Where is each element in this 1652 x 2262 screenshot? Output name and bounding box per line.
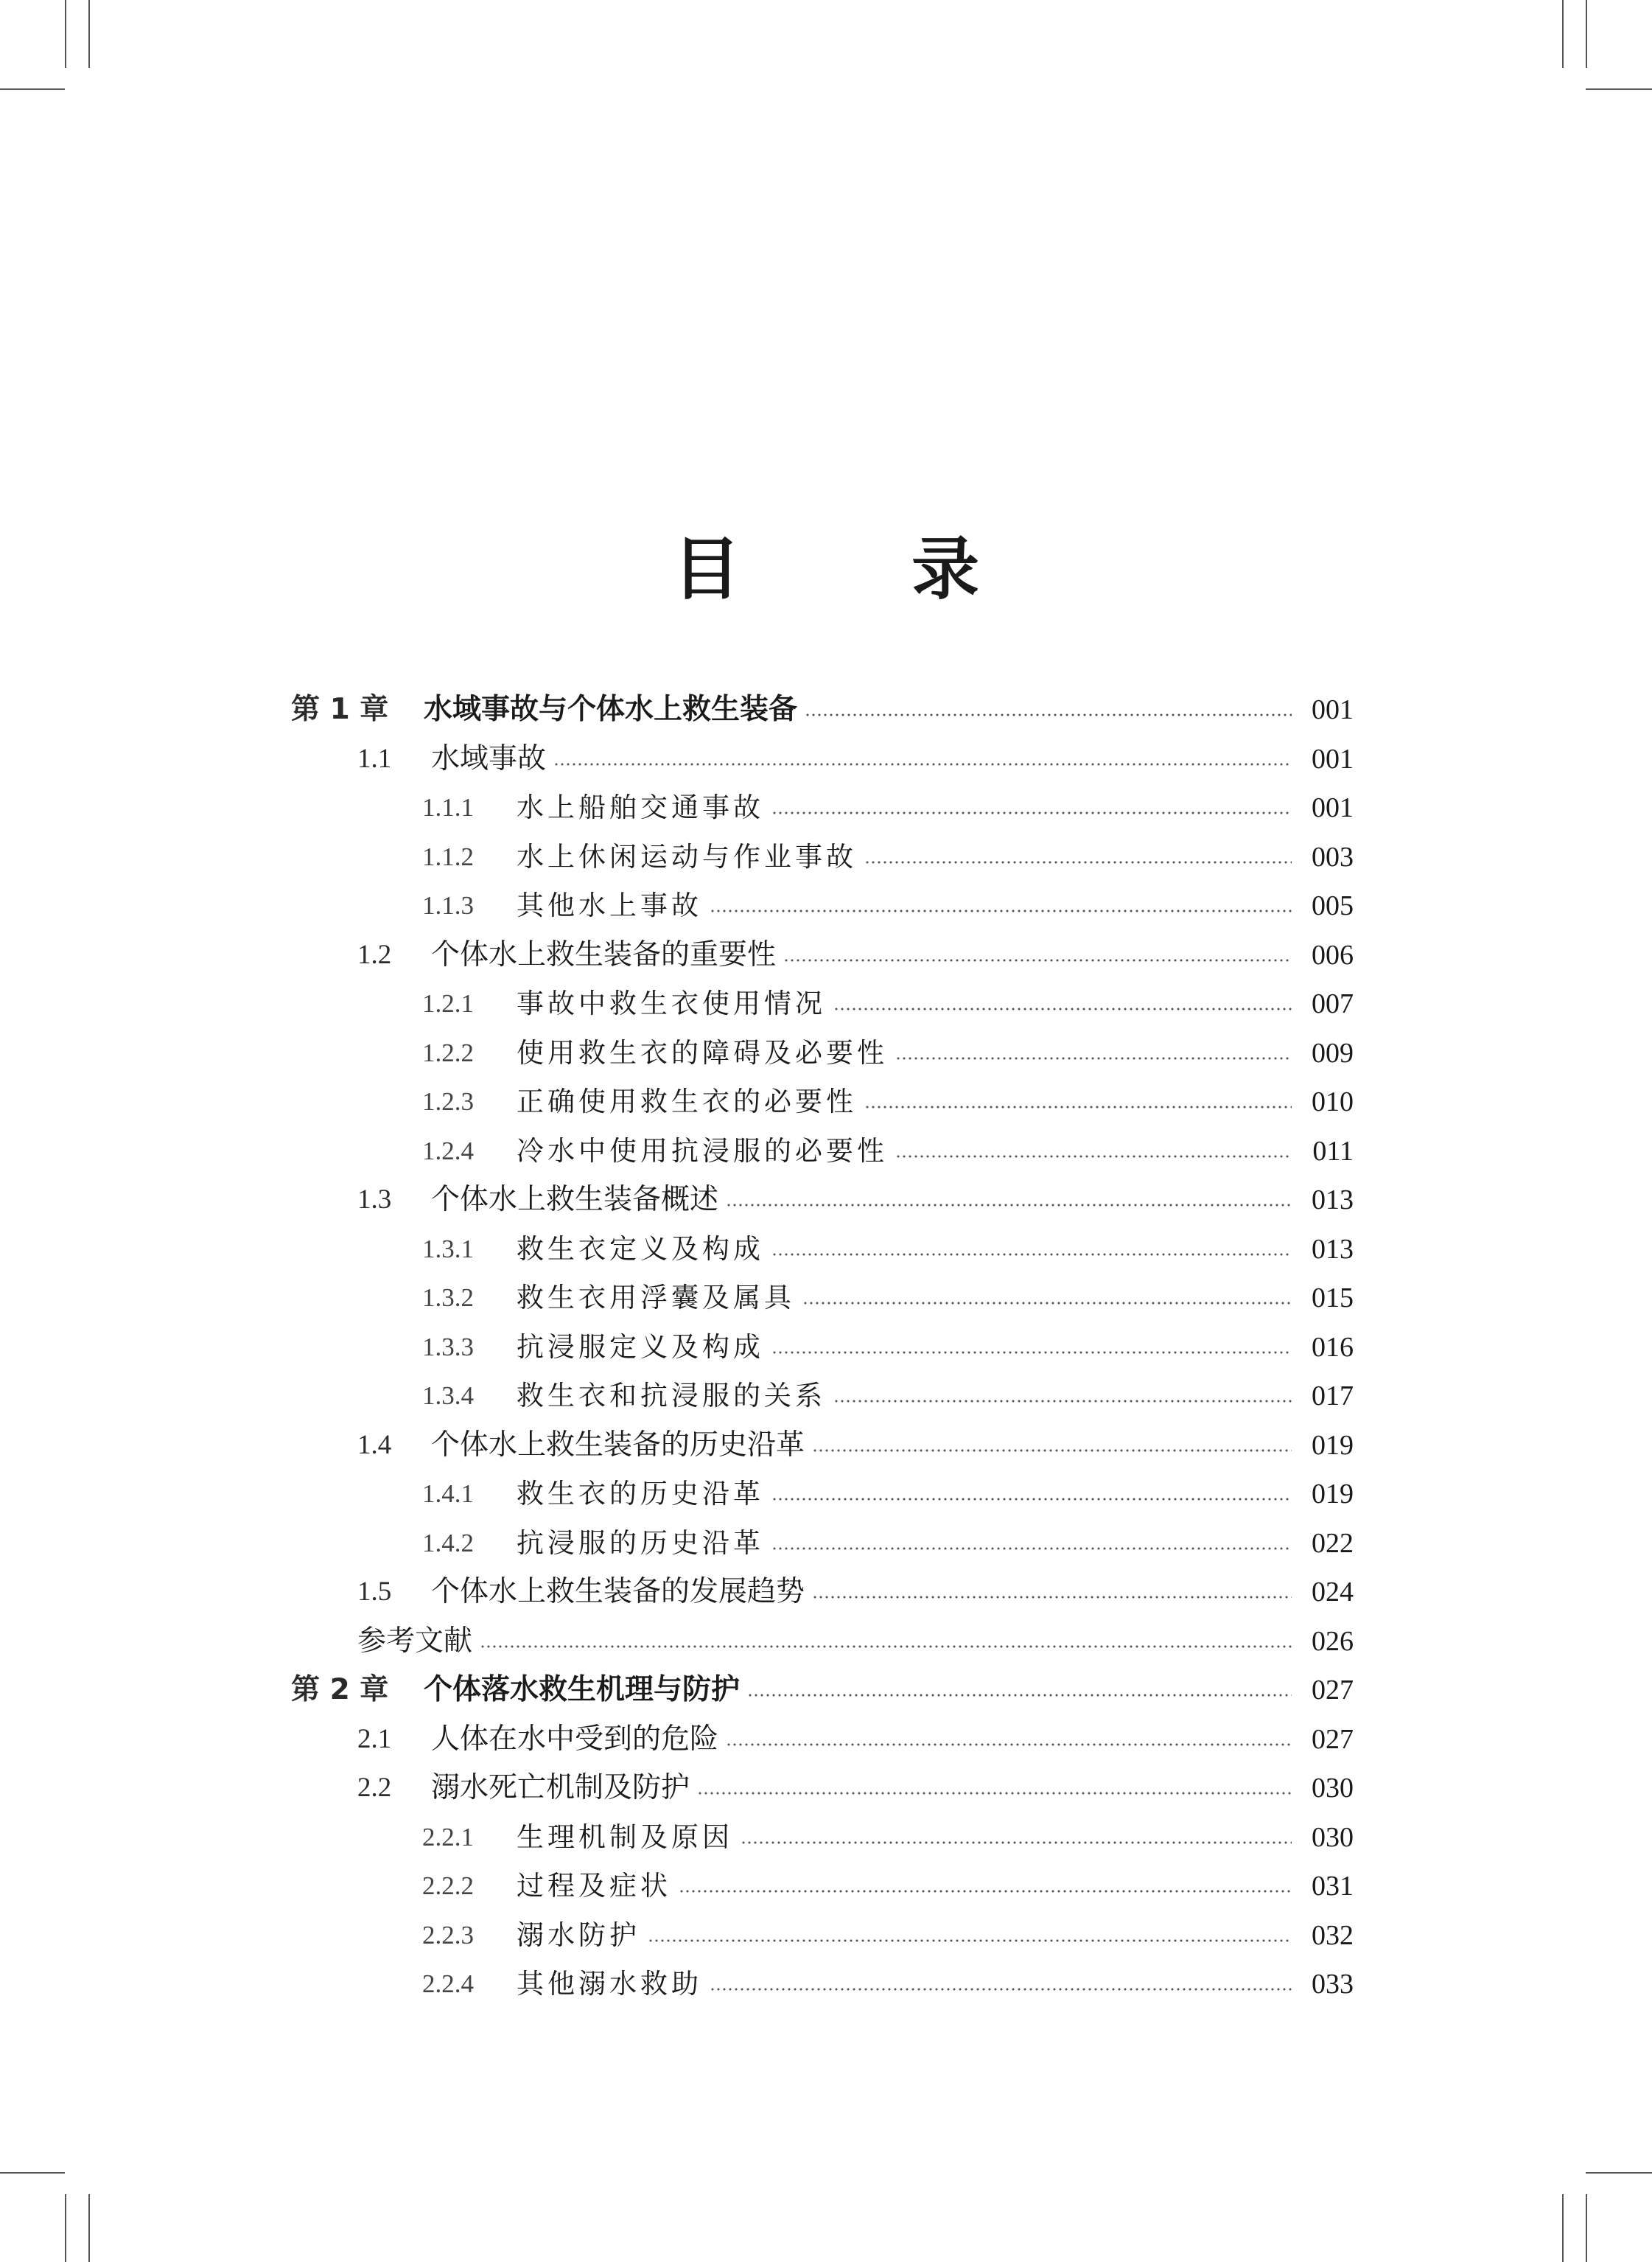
- dot-leader: [864, 861, 1292, 864]
- dot-leader: [697, 1792, 1292, 1795]
- toc-number: 2.1: [357, 1723, 392, 1754]
- toc-page-number: 009: [1312, 1037, 1354, 1069]
- toc-title: 人体在水中受到的危险: [431, 1722, 719, 1756]
- toc-entry-section[interactable]: [291, 1568, 1354, 1617]
- toc-page-number: 005: [1312, 890, 1354, 921]
- toc-number: 1.2: [357, 939, 392, 970]
- toc-entry-section[interactable]: [291, 931, 1354, 980]
- toc-entry-section[interactable]: [291, 735, 1354, 784]
- toc-title: 水域事故与个体水上救生装备: [424, 693, 798, 726]
- toc-title: 水域事故: [431, 741, 547, 775]
- toc-title: 使用救生衣的障碍及必要性: [517, 1036, 888, 1069]
- toc-title: 其他水上事故: [517, 890, 702, 921]
- toc-entry-sub[interactable]: [291, 882, 1354, 931]
- table-of-contents: [291, 685, 1354, 2009]
- toc-number: 1.2.4: [422, 1136, 474, 1165]
- toc-title: 事故中救生衣使用情况: [517, 988, 826, 1019]
- toc-page-number: 013: [1312, 1184, 1354, 1215]
- toc-title: 正确使用救生衣的必要性: [517, 1086, 857, 1117]
- toc-number: 1.3.3: [422, 1332, 474, 1361]
- dot-leader: [648, 1939, 1292, 1942]
- dot-leader: [833, 1008, 1292, 1010]
- toc-title: 救生衣的历史沿革: [517, 1478, 764, 1509]
- toc-entry-sub[interactable]: [291, 1078, 1354, 1127]
- toc-number: 1.5: [357, 1577, 392, 1607]
- dot-leader: [812, 1596, 1292, 1599]
- toc-number: 第 1 章: [291, 693, 389, 726]
- toc-entry-sub[interactable]: [291, 1372, 1354, 1421]
- dot-leader: [747, 1694, 1292, 1697]
- crop-mark: [1586, 2194, 1587, 2262]
- toc-page-number: 001: [1312, 792, 1354, 823]
- toc-entry-ref[interactable]: [291, 1617, 1354, 1666]
- toc-entry-sub[interactable]: [291, 980, 1354, 1029]
- toc-title: 溺水防护: [517, 1919, 640, 1951]
- toc-entry-sub[interactable]: [291, 1225, 1354, 1274]
- toc-number: 1.3.4: [422, 1381, 474, 1410]
- dot-leader: [480, 1645, 1292, 1648]
- crop-mark: [0, 88, 65, 90]
- crop-mark: [1586, 88, 1652, 90]
- toc-number: 第 2 章: [291, 1673, 389, 1706]
- toc-title: 参考文献: [357, 1624, 473, 1658]
- toc-entry-section[interactable]: [291, 1715, 1354, 1764]
- dot-leader: [771, 811, 1292, 814]
- toc-page-number: 001: [1312, 743, 1354, 775]
- dot-leader: [553, 763, 1292, 766]
- dot-leader: [895, 1057, 1292, 1060]
- toc-entry-sub[interactable]: [291, 783, 1354, 833]
- toc-title: 水上船舶交通事故: [517, 792, 764, 823]
- toc-page-number: 022: [1312, 1527, 1354, 1559]
- dot-leader: [833, 1400, 1292, 1403]
- toc-page-number: 033: [1312, 1969, 1354, 2000]
- toc-entry-sub[interactable]: [291, 1813, 1354, 1863]
- dot-leader: [726, 1204, 1292, 1207]
- toc-title: 冷水中使用抗浸服的必要性: [517, 1134, 888, 1167]
- dot-leader: [771, 1547, 1292, 1550]
- toc-title: 水上休闲运动与作业事故: [517, 840, 857, 873]
- toc-number: 1.2.3: [422, 1087, 474, 1116]
- toc-number: 1.4: [357, 1429, 392, 1460]
- toc-number: 1.2.2: [422, 1038, 474, 1067]
- toc-title: 个体水上救生装备的重要性: [431, 938, 777, 971]
- crop-mark: [88, 2194, 90, 2262]
- toc-number: 1.3.2: [422, 1283, 474, 1312]
- toc-page-number: 024: [1312, 1577, 1354, 1608]
- toc-title: 救生衣和抗浸服的关系: [517, 1380, 826, 1411]
- toc-title: 救生衣定义及构成: [517, 1232, 764, 1265]
- toc-page-number: 011: [1312, 1135, 1354, 1167]
- toc-entry-section[interactable]: [291, 1764, 1354, 1813]
- toc-title: 溺水死亡机制及防护: [431, 1771, 690, 1804]
- toc-number: 2.2.3: [422, 1920, 474, 1949]
- toc-title: 个体水上救生装备的历史沿革: [431, 1428, 805, 1462]
- toc-page-number: 010: [1312, 1086, 1354, 1117]
- crop-mark: [1562, 0, 1564, 68]
- dot-leader: [864, 1106, 1292, 1109]
- toc-title: 个体落水救生机理与防护: [424, 1673, 741, 1706]
- toc-number: 2.2.4: [422, 1969, 474, 1998]
- toc-number: 1.4.2: [422, 1528, 474, 1557]
- toc-entry-sub[interactable]: [291, 1323, 1354, 1372]
- toc-number: 1.4.1: [422, 1479, 474, 1508]
- page-title: 目 录: [672, 528, 1031, 609]
- toc-entry-section[interactable]: [291, 1176, 1354, 1225]
- toc-entry-sub[interactable]: [291, 1274, 1354, 1323]
- toc-page-number: 019: [1312, 1479, 1354, 1509]
- toc-title: 其他溺水救助: [517, 1968, 702, 2000]
- toc-entry-chapter[interactable]: [291, 1666, 1354, 1715]
- toc-title: 抗浸服定义及构成: [517, 1330, 764, 1363]
- dot-leader: [726, 1743, 1292, 1746]
- toc-entry-section[interactable]: [291, 1421, 1354, 1470]
- dot-leader: [895, 1155, 1292, 1158]
- dot-leader: [771, 1351, 1292, 1354]
- toc-page-number: 030: [1312, 1773, 1354, 1804]
- toc-entry-sub[interactable]: [291, 1519, 1354, 1568]
- toc-page-number: 015: [1312, 1282, 1354, 1313]
- toc-page-number: 031: [1312, 1871, 1354, 1902]
- toc-page-number: 013: [1312, 1233, 1354, 1265]
- toc-title: 个体水上救生装备概述: [431, 1183, 719, 1216]
- crop-mark: [65, 2194, 66, 2262]
- dot-leader: [771, 1253, 1292, 1256]
- toc-number: 1.2.1: [422, 989, 474, 1018]
- toc-entry-sub[interactable]: [291, 1029, 1354, 1078]
- toc-page-number: 030: [1312, 1821, 1354, 1853]
- toc-number: 1.1.3: [422, 891, 474, 920]
- dot-leader: [771, 1498, 1292, 1501]
- dot-leader: [805, 713, 1292, 716]
- toc-title: 抗浸服的历史沿革: [517, 1526, 764, 1559]
- toc-page-number: 026: [1312, 1625, 1354, 1657]
- toc-page-number: 001: [1312, 694, 1354, 725]
- crop-mark: [88, 0, 90, 68]
- toc-number: 1.1.2: [422, 842, 474, 871]
- toc-page-number: 017: [1312, 1380, 1354, 1411]
- toc-title: 救生衣用浮囊及属具: [517, 1282, 795, 1313]
- toc-entry-sub[interactable]: [291, 1911, 1354, 1961]
- toc-page-number: 032: [1312, 1919, 1354, 1951]
- dot-leader: [802, 1302, 1292, 1305]
- dot-leader: [679, 1890, 1292, 1893]
- toc-number: 1.3: [357, 1184, 392, 1215]
- toc-page-number: 027: [1312, 1723, 1354, 1755]
- dot-leader: [741, 1841, 1292, 1844]
- toc-page-number: 003: [1312, 841, 1354, 873]
- toc-number: 2.2.2: [422, 1871, 474, 1900]
- toc-number: 1.1.1: [422, 793, 474, 822]
- toc-page-number: 019: [1312, 1429, 1354, 1461]
- toc-page-number: 006: [1312, 939, 1354, 971]
- toc-number: 1.1: [357, 743, 392, 774]
- dot-leader: [710, 1988, 1292, 1991]
- toc-number: 1.3.1: [422, 1234, 474, 1263]
- toc-page-number: 007: [1312, 988, 1354, 1019]
- toc-title: 生理机制及原因: [517, 1821, 733, 1853]
- toc-entry-sub[interactable]: [291, 1470, 1354, 1519]
- toc-entry-sub[interactable]: [291, 1960, 1354, 2009]
- toc-title: 过程及症状: [517, 1870, 671, 1902]
- toc-title: 个体水上救生装备的发展趋势: [431, 1575, 805, 1608]
- toc-entry-sub[interactable]: [291, 1127, 1354, 1176]
- toc-entry-sub[interactable]: [291, 1862, 1354, 1911]
- crop-mark: [1586, 2172, 1652, 2174]
- crop-mark: [1586, 0, 1587, 68]
- crop-mark: [0, 2172, 65, 2174]
- toc-number: 2.2.1: [422, 1822, 474, 1851]
- crop-mark: [1562, 2194, 1564, 2262]
- toc-page-number: 016: [1312, 1331, 1354, 1363]
- toc-entry-chapter[interactable]: [291, 685, 1354, 735]
- toc-number: 2.2: [357, 1773, 392, 1803]
- dot-leader: [710, 910, 1292, 912]
- dot-leader: [783, 959, 1292, 962]
- crop-mark: [65, 0, 66, 68]
- toc-entry-sub[interactable]: [291, 833, 1354, 882]
- toc-page-number: 027: [1312, 1675, 1354, 1706]
- dot-leader: [812, 1449, 1292, 1452]
